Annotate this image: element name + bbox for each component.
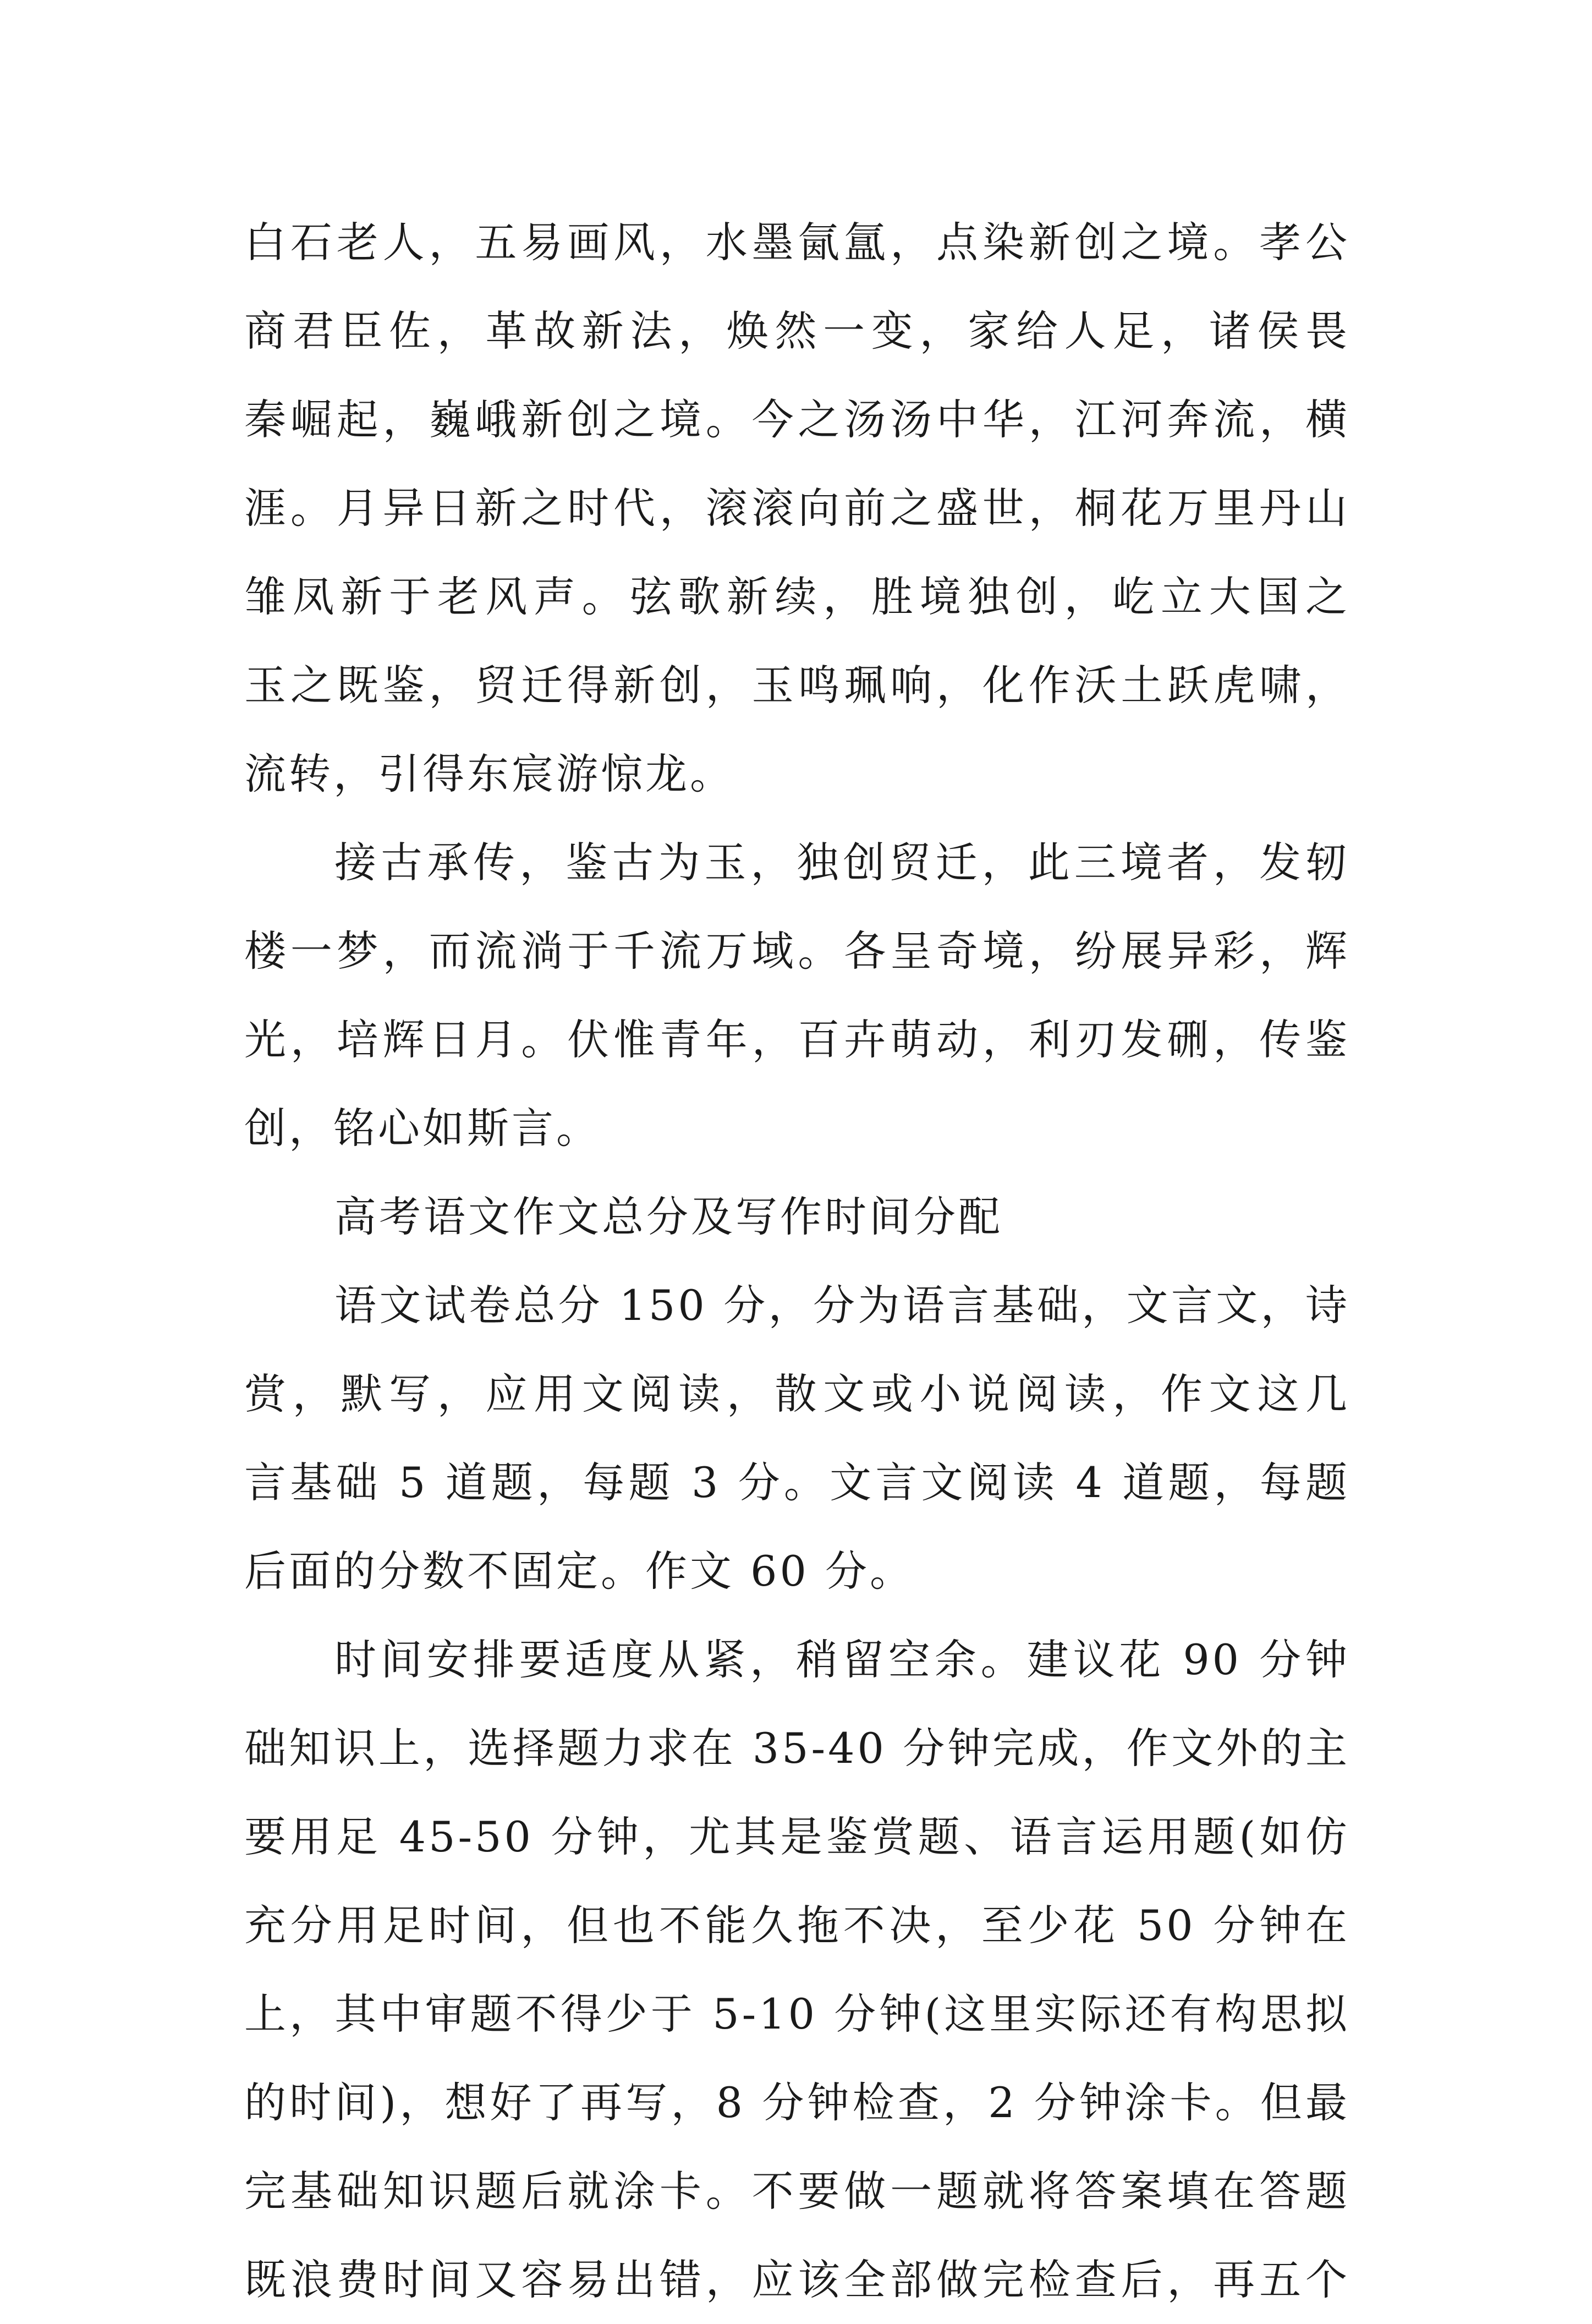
text-line: 白石老人，五易画风，水墨氤氲，点染新创之境。孝公 <box>244 218 1350 267</box>
text-line: 光，培辉日月。伏惟青年，百卉萌动，利刃发硎，传鉴 <box>244 1015 1350 1064</box>
text-line: 秦崛起，巍峨新创之境。今之汤汤中华，江河奔流，横 <box>244 395 1350 444</box>
text-line: 充分用足时间，但也不能久拖不决，至少花 50 分钟在 <box>244 1901 1350 1950</box>
text-line: 础知识上，选择题力求在 35-40 分钟完成，作文外的主 <box>244 1724 1350 1773</box>
text-line: 完基础知识题后就涂卡。不要做一题就将答案填在答题 <box>244 2167 1350 2216</box>
text-line: 玉之既鉴，贸迁得新创，玉鸣珮响，化作沃土跃虎啸， <box>244 661 1350 710</box>
text-line: 楼一梦，而流淌于千流万域。各呈奇境，纷展异彩，辉 <box>244 927 1350 975</box>
text-line: 后面的分数不固定。作文 60 分。 <box>244 1547 915 1596</box>
text-line: 的时间)，想好了再写，8 分钟检查，2 分钟涂卡。但最 <box>244 2078 1350 2127</box>
text-line: 言基础 5 道题，每题 3 分。文言文阅读 4 道题，每题 <box>244 1458 1350 1507</box>
text-line: 雏凤新于老风声。弦歌新续，胜境独创，屹立大国之 <box>244 572 1350 621</box>
text-line: 接古承传，鉴古为玉，独创贸迁，此三境者，发轫 <box>334 838 1350 887</box>
text-line: 创，铭心如斯言。 <box>244 1104 601 1153</box>
text-line: 流转，引得东宸游惊龙。 <box>244 749 734 798</box>
text-line: 赏，默写，应用文阅读，散文或小说阅读，作文这几 <box>244 1369 1350 1418</box>
text-line: 商君臣佐，革故新法，焕然一变，家给人足，诸侯畏 <box>244 306 1350 355</box>
text-line: 上，其中审题不得少于 5-10 分钟(这里实际还有构思拟 <box>244 1989 1350 2038</box>
document-body <box>244 198 1350 2324</box>
text-line: 语文试卷总分 150 分，分为语言基础，文言文，诗 <box>334 1281 1350 1330</box>
text-line: 时间安排要适度从紧，稍留空余。建议花 90 分钟 <box>334 1635 1350 1684</box>
section-heading: 高考语文作文总分及写作时间分配 <box>334 1192 1003 1241</box>
text-line: 要用足 45-50 分钟，尤其是鉴赏题、语言运用题(如仿 <box>244 1812 1350 1861</box>
text-line: 既浪费时间又容易出错，应该全部做完检查后，再五个 <box>244 2255 1350 2304</box>
text-line: 涯。月异日新之时代，滚滚向前之盛世，桐花万里丹山 <box>244 484 1350 533</box>
